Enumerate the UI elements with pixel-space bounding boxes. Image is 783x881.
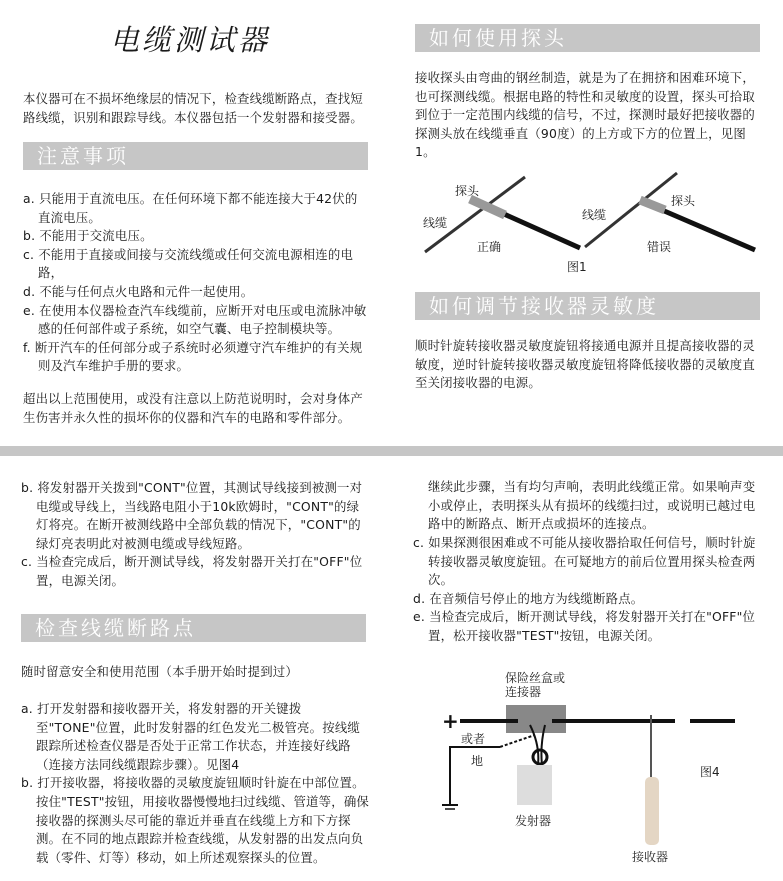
transmitter	[517, 765, 552, 805]
wrong-label: 错误	[647, 240, 672, 254]
page-title: 电缆测试器	[109, 23, 270, 57]
coiled-cable	[533, 750, 547, 764]
continuity-list	[21, 479, 369, 591]
ground-label: 地	[471, 754, 484, 768]
list-item: b. 打开接收器，将接收器的灵敏度旋钮顺时针旋在中部位置。按住"TEST"按钮，用接收器慢慢地扫过线缆、管道等，确保接收器的探测头尽可能的靠近并垂直在线缆上方和下方探测。在不同的地点跟踪并检查线缆，从发射器的出发点向负载（零件、灯等）移动，如上所述观察探头的位置。	[21, 775, 370, 865]
breakpoint-note: 随时留意安全和使用范围（本手册开始时提到过）	[21, 664, 298, 679]
cable-label: 线缆	[423, 216, 448, 230]
section-heading-sensitivity: 如何调节接收器灵敏度	[415, 292, 760, 320]
list-item: b. 将发射器开关拨到"CONT"位置，其测试导线接到被测一对电缆或导线上，当线路电阻小于10k欧姆时，"CONT"的绿灯将亮。在断开被测线路中全部负载的情况下，"CONT"的绿灯亮表明此对被测电缆或导线短路。	[21, 480, 363, 551]
probe-label: 探头	[671, 194, 696, 208]
list-item: b. 不能用于交流电压。	[23, 228, 153, 244]
list-item: a. 只能用于直流电压。在任何环境下都不能连接大于42伏的直流电压。	[23, 191, 358, 225]
warning-paragraph: 超出以上范围使用，或没有注意以上防范说明时，会对身体产生伤害并永久性的损坏你的仪器和汽车的电路和零件部分。	[23, 391, 363, 425]
page-divider	[0, 446, 783, 456]
cable-label: 线缆	[582, 208, 607, 222]
list-item: e. 当检查完成后，断开测试导线，将发射器开关打在"OFF"位置，松开接收器"TEST"按钮，电源关闭。	[413, 609, 756, 643]
or-label: 或者	[461, 732, 486, 746]
list-item: f. 断开汽车的任何部分或子系统时必须遵守汽车维护的有关规则及汽车维护手册的要求。	[23, 339, 363, 374]
figure-caption: 图1	[567, 260, 587, 274]
correct-label: 正确	[477, 240, 502, 254]
probe-rod	[495, 210, 580, 248]
breakpoint-list-2	[413, 534, 763, 646]
list-item: c. 如果探测很困难或不可能从接收器拾取任何信号，顺时针旋转接收器灵敏度旋钮。在可疑地方的前后位置用探头检查两次。	[413, 535, 756, 588]
receiver	[645, 777, 659, 845]
figure-4-wiring-diagram	[400, 665, 783, 881]
probe-head	[640, 200, 665, 210]
list-item: a. 打开发射器和接收器开关，将发射器的开关键拨至"TONE"位置，此时发射器的红色发光二极管亮。按线缆跟踪所述检查仪器是否处于正常工作状态，并连接好线路（连接方法同线缆跟踪步骤）。见图4	[21, 701, 361, 772]
precautions-list	[23, 190, 369, 376]
intro-paragraph: 本仪器可在不损坏绝缘层的情况下，检查线缆断路点，查找短路线缆，识别和跟踪导线。本仪器包括一个发射器和接受器。	[23, 91, 363, 125]
section-heading-precautions: 注意事项	[23, 142, 368, 170]
list-item: c. 当检查完成后，断开测试导线，将发射器开关打在"OFF"位置，电源关闭。	[21, 554, 363, 588]
list-item: d. 在音频信号停止的地方为线缆断路点。	[413, 590, 644, 606]
fuse-box-label: 连接器	[505, 685, 542, 699]
sensitivity-paragraph: 顺时针旋转接收器灵敏度旋钮将接通电源并且提高接收器的灵敏度，逆时针旋转接收器灵敏度旋钮将降低接收器的灵敏度直至关闭接收器的电源。	[415, 338, 755, 391]
breakpoint-continued: 继续此步骤，当有均匀声响，表明此线缆正常。如果响声变小或停止，表明探头从有损坏的线缆扫过，或说明已越过电路中的断路点、断开点或损坏的连接点。	[428, 479, 756, 532]
breakpoint-list	[21, 700, 369, 867]
list-item: c. 不能用于直接或间接与交流线缆或任何交流电源相连的电路，	[23, 246, 354, 281]
probe-label: 探头	[455, 184, 480, 198]
receiver-label: 接收器	[632, 850, 669, 864]
list-item: d. 不能与任何点火电路和元件一起使用。	[23, 283, 254, 299]
fuse-box-label: 保险丝盒或	[505, 671, 566, 685]
figure-1-probe-orientation	[415, 165, 765, 290]
probe-paragraph: 接收探头由弯曲的钢丝制造，就是为了在拥挤和困难环境下，也可探测线缆。根据电路的特性和灵敏度的设置，探头可拾取到位于一定范围内线缆的信号，不过，探测时最好把接收器的探测头放在线缆垂直（90度）的上方或下方的位置上，见图1。	[415, 70, 755, 160]
section-heading-breakpoint: 检查线缆断路点	[21, 614, 366, 642]
section-heading-probe: 如何使用探头	[415, 24, 760, 52]
plus-sign: +	[442, 709, 459, 733]
transmitter-label: 发射器	[515, 814, 552, 828]
list-item: e. 在使用本仪器检查汽车线缆前，应断开对电压或电流脉冲敏感的任何部件或子系统，如空气囊、电子控制模块等。	[23, 302, 367, 337]
figure-caption: 图4	[700, 765, 720, 779]
test-lead	[500, 735, 535, 747]
